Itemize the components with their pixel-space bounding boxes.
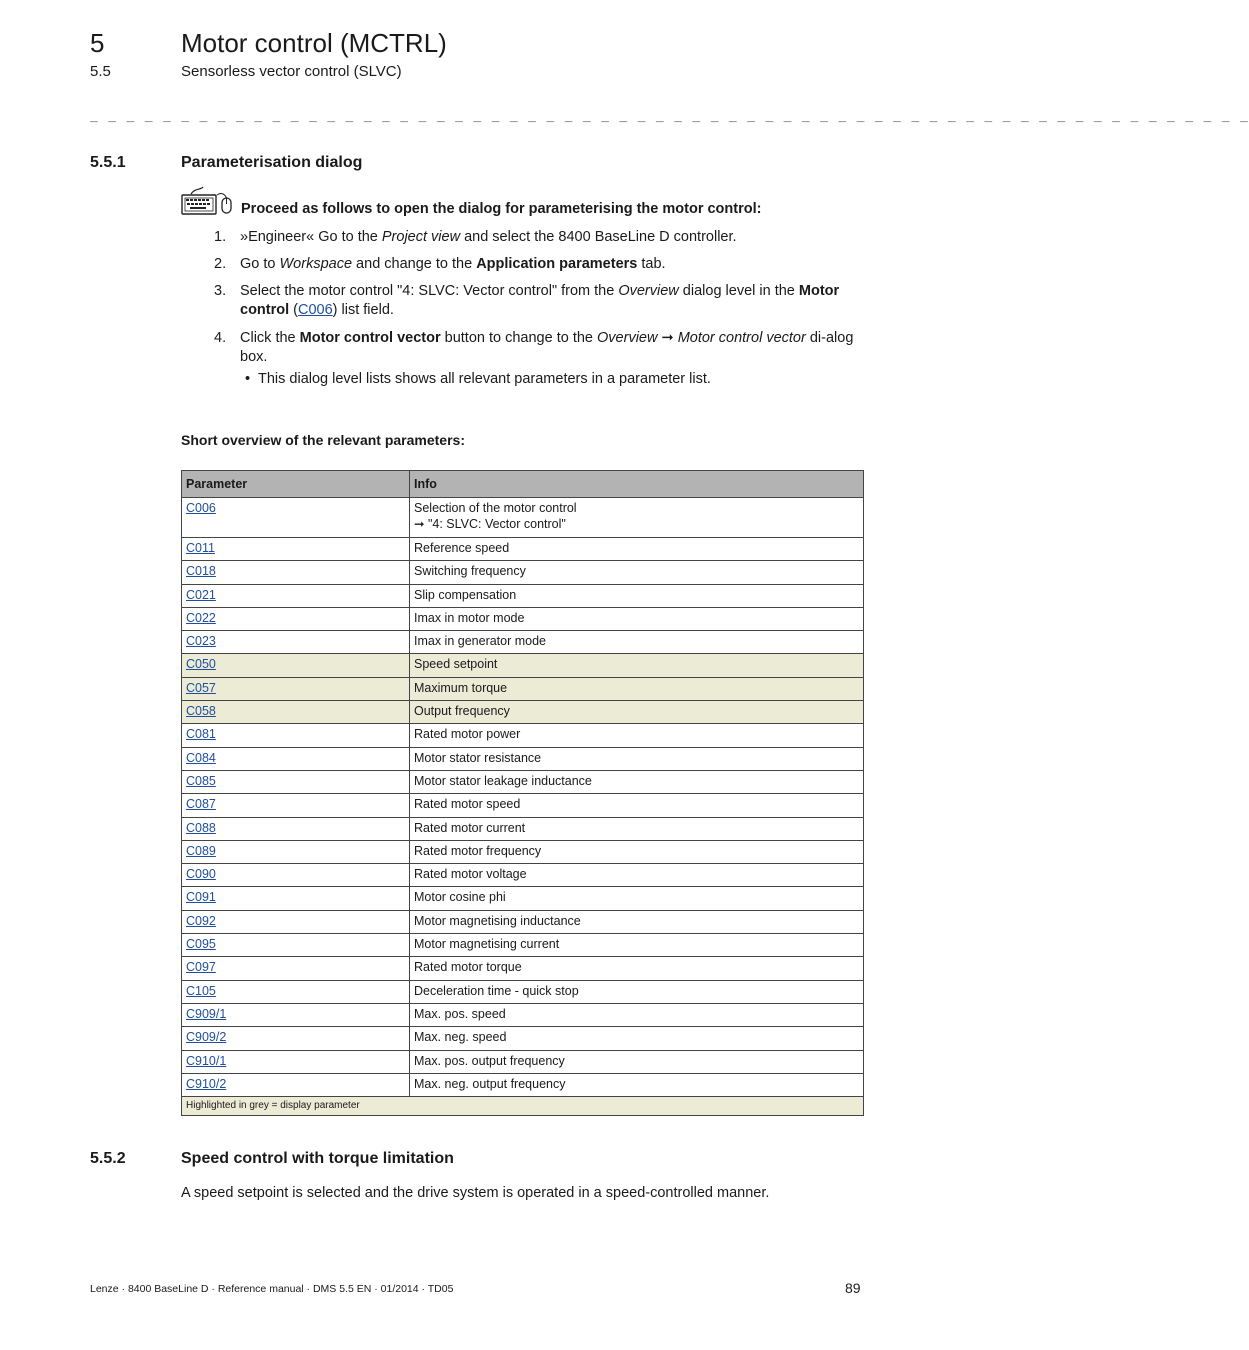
parameter-link[interactable]: C089	[186, 843, 216, 858]
info-cell	[410, 677, 864, 700]
parameter-link[interactable]: C091	[186, 890, 216, 905]
table-row	[182, 887, 864, 910]
parameter-link[interactable]: C057	[186, 680, 216, 695]
parameter-cell	[182, 747, 410, 770]
info-text: Max. pos. speed	[414, 1006, 506, 1021]
info-cell	[410, 794, 864, 817]
info-cell	[410, 747, 864, 770]
info-text: Max. pos. output frequency	[414, 1053, 565, 1068]
parameter-link[interactable]: C909/1	[186, 1006, 227, 1021]
table-row	[182, 1003, 864, 1026]
parameter-cell	[182, 631, 410, 654]
column-header-info: Info	[410, 471, 864, 498]
table-row	[182, 747, 864, 770]
info-cell	[410, 934, 864, 957]
table-row	[182, 934, 864, 957]
parameter-cell	[182, 817, 410, 840]
info-cell	[410, 584, 864, 607]
parameter-cell	[182, 724, 410, 747]
info-text: Reference speed	[414, 541, 510, 555]
table-row	[182, 770, 864, 793]
info-cell	[410, 1027, 864, 1050]
footer-text: Lenze · 8400 BaseLine D · Reference manual · DMS 5.5 EN · 01/2014 · TD05	[90, 1283, 454, 1295]
table-row	[182, 498, 864, 538]
subsection-title: Parameterisation dialog	[181, 154, 363, 171]
parameter-link[interactable]: C105	[186, 983, 216, 998]
parameter-link[interactable]: C022	[186, 610, 216, 625]
parameter-link[interactable]: C910/1	[186, 1053, 227, 1068]
section-number: 5.5	[90, 63, 111, 80]
info-text: Motor stator resistance	[414, 750, 542, 765]
subsection-number: 5.5.2	[90, 1150, 126, 1167]
info-text: Motor magnetising inductance	[414, 913, 581, 928]
info-cell	[410, 724, 864, 747]
info-cell	[410, 840, 864, 863]
table-row	[182, 561, 864, 584]
parameter-link[interactable]: C909/2	[186, 1030, 227, 1045]
step-number: 3.	[214, 283, 227, 299]
info-text: Speed setpoint	[414, 657, 498, 672]
overview-heading: Short overview of the relevant parameters:	[181, 432, 465, 448]
parameter-link[interactable]: C058	[186, 704, 216, 719]
info-text: Switching frequency	[414, 564, 526, 579]
table-row	[182, 724, 864, 747]
info-text: Deceleration time - quick stop	[414, 983, 579, 998]
info-cell	[410, 538, 864, 561]
table-row	[182, 538, 864, 561]
info-cell	[410, 887, 864, 910]
parameter-link[interactable]: C084	[186, 750, 216, 765]
info-cell	[410, 1050, 864, 1073]
parameter-cell	[182, 561, 410, 584]
info-text-secondary: ➞ "4: SLVC: Vector control"	[414, 517, 566, 531]
parameter-cell	[182, 701, 410, 724]
table-footnote: Highlighted in grey = display parameter	[182, 1097, 864, 1116]
parameter-link[interactable]: C092	[186, 913, 216, 928]
page-number: 89	[845, 1280, 861, 1296]
parameter-cell	[182, 1003, 410, 1026]
info-text: Rated motor torque	[414, 960, 522, 975]
info-text: Imax in motor mode	[414, 610, 525, 625]
info-text: Max. neg. output frequency	[414, 1076, 566, 1091]
info-text: Rated motor power	[414, 727, 521, 742]
parameter-link[interactable]: C088	[186, 820, 216, 835]
parameter-cell	[182, 607, 410, 630]
table-row	[182, 654, 864, 677]
parameter-link[interactable]: C087	[186, 797, 216, 812]
parameter-cell	[182, 794, 410, 817]
dashed-rule: _ _ _ _ _ _ _ _ _ _ _ _ _ _ _ _ _ _ _ _ _ _ _ _ _ _ _ _ _ _ _ _ _ _ _ _ _ _ _ _ _ _ _ _ _ _ _ _ _ _ _ _ _ _ _ _ _ _ _ _ _ _ _ _	[90, 108, 1249, 123]
chapter-title: Motor control (MCTRL)	[181, 28, 447, 58]
info-cell	[410, 631, 864, 654]
info-text: Rated motor current	[414, 820, 526, 835]
procedure-intro: Proceed as follows to open the dialog for parameterising the motor control:	[241, 201, 762, 217]
parameter-link[interactable]: C021	[186, 587, 216, 602]
table-row	[182, 957, 864, 980]
parameter-cell	[182, 934, 410, 957]
info-cell	[410, 654, 864, 677]
info-text: Max. neg. speed	[414, 1030, 507, 1045]
parameter-link[interactable]: C085	[186, 773, 216, 788]
info-text: Motor magnetising current	[414, 937, 560, 952]
section-title: Sensorless vector control (SLVC)	[181, 63, 402, 80]
table-row	[182, 1073, 864, 1096]
step-number: 4.	[214, 330, 227, 346]
parameter-link[interactable]: C023	[186, 634, 216, 649]
table-row	[182, 794, 864, 817]
info-text: Rated motor speed	[414, 797, 521, 812]
parameter-link[interactable]: C090	[186, 867, 216, 882]
parameter-cell	[182, 654, 410, 677]
step-1: »Engineer« Go to the Project view and select the 8400 BaseLine D controller.	[240, 229, 737, 245]
parameter-link[interactable]: C050	[186, 657, 216, 672]
parameter-link[interactable]: C910/2	[186, 1076, 227, 1091]
parameter-cell	[182, 1050, 410, 1073]
info-cell	[410, 607, 864, 630]
info-cell	[410, 864, 864, 887]
parameter-cell	[182, 770, 410, 793]
parameter-link[interactable]: C011	[186, 541, 215, 555]
parameter-link[interactable]: C006	[186, 501, 216, 515]
parameter-cell	[182, 677, 410, 700]
column-header-parameter: Parameter	[182, 471, 410, 498]
table-footnote-row	[182, 1097, 864, 1116]
info-cell	[410, 980, 864, 1003]
keyboard-mouse-icon	[181, 186, 233, 216]
info-cell	[410, 957, 864, 980]
bullet-text: This dialog level lists shows all relevant parameters in a parameter list.	[258, 371, 711, 387]
table-row	[182, 980, 864, 1003]
parameter-cell	[182, 1027, 410, 1050]
info-cell	[410, 561, 864, 584]
parameter-cell	[182, 840, 410, 863]
parameter-cell	[182, 498, 410, 538]
info-text: Output frequency	[414, 704, 510, 719]
arrow-icon: ➞	[657, 330, 678, 346]
info-text: Slip compensation	[414, 587, 517, 602]
table-row	[182, 607, 864, 630]
info-text: Motor cosine phi	[414, 890, 506, 905]
parameter-table	[181, 470, 864, 1116]
subsection-number: 5.5.1	[90, 154, 126, 171]
step-3: Select the motor control "4: SLVC: Vector control" from the Overview dialog level in the Motor control (C006) list field.	[240, 283, 840, 318]
bullet-icon: •	[245, 371, 251, 387]
table-row	[182, 817, 864, 840]
info-cell	[410, 910, 864, 933]
parameter-link[interactable]: C095	[186, 937, 216, 952]
info-cell	[410, 498, 864, 538]
link-c006[interactable]: C006	[298, 302, 333, 318]
table-header-row	[182, 471, 864, 498]
subsection-title: Speed control with torque limitation	[181, 1150, 454, 1167]
table-row	[182, 584, 864, 607]
step-4: Click the Motor control vector button to change to the Overview ➞ Motor control vector di-alog box.	[240, 330, 854, 365]
info-text: Rated motor frequency	[414, 843, 542, 858]
table-row	[182, 1027, 864, 1050]
step-number: 1.	[214, 229, 227, 245]
info-cell	[410, 770, 864, 793]
info-cell	[410, 1003, 864, 1026]
parameter-cell	[182, 584, 410, 607]
info-cell	[410, 701, 864, 724]
parameter-cell	[182, 1073, 410, 1096]
info-text: Selection of the motor control	[414, 501, 577, 515]
info-cell	[410, 817, 864, 840]
body-paragraph: A speed setpoint is selected and the drive system is operated in a speed-controlled manner.	[181, 1185, 770, 1201]
table-row	[182, 1050, 864, 1073]
info-text: Rated motor voltage	[414, 867, 527, 882]
parameter-cell	[182, 887, 410, 910]
parameter-cell	[182, 910, 410, 933]
parameter-link[interactable]: C081	[186, 727, 216, 742]
parameter-cell	[182, 980, 410, 1003]
info-text: Imax in generator mode	[414, 634, 547, 649]
info-text: Maximum torque	[414, 680, 508, 695]
table-row	[182, 677, 864, 700]
parameter-cell	[182, 957, 410, 980]
table-row	[182, 701, 864, 724]
info-cell	[410, 1073, 864, 1096]
table-row	[182, 910, 864, 933]
chapter-number: 5	[90, 28, 105, 58]
parameter-link[interactable]: C097	[186, 960, 216, 975]
parameter-link[interactable]: C018	[186, 564, 216, 579]
info-text: Motor stator leakage inductance	[414, 773, 592, 788]
table-row	[182, 631, 864, 654]
parameter-cell	[182, 864, 410, 887]
step-number: 2.	[214, 256, 227, 272]
table-row	[182, 840, 864, 863]
step-2: Go to Workspace and change to the Application parameters tab.	[240, 256, 666, 272]
parameter-cell	[182, 538, 410, 561]
table-row	[182, 864, 864, 887]
